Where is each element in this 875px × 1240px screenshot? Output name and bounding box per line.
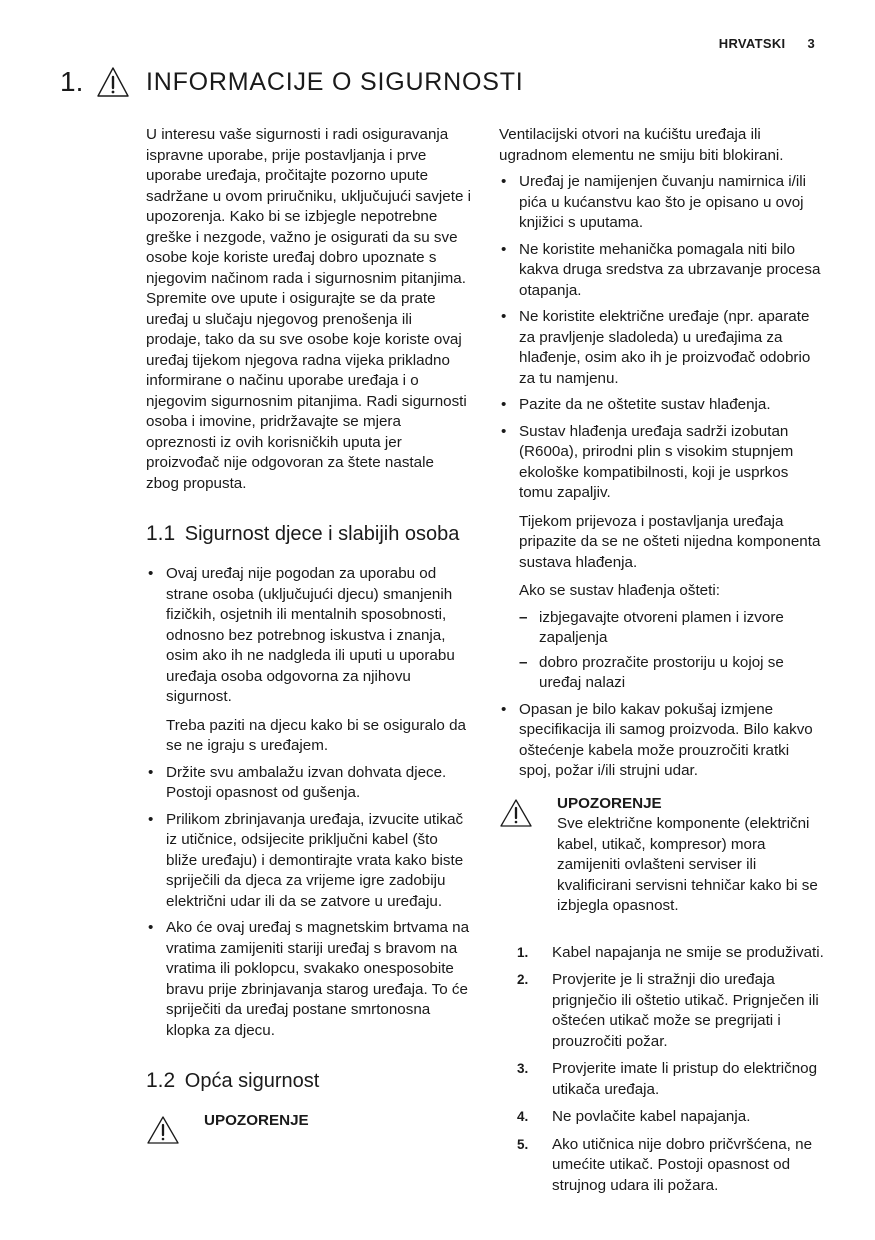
note-paragraph: Treba paziti na djecu kako bi se osiguralo da se ne igraju s uređajem.: [166, 716, 466, 754]
warning-triangle-icon: [499, 798, 533, 828]
list-item: • Uređaj je namijenjen čuvanju namirnica i/ili pića u kućanstvu kao što je opisano u ovoj knjižici s uputama.: [499, 172, 824, 234]
dash-list: [519, 608, 824, 694]
list-item: • Prilikom zbrinjavanja uređaja, izvucite utikač iz utičnice, odsijecite priključni kabel (što bliže uređaju) i demontirajte vrata kako biste spriječili da djeca za vrijeme igre zadobiju električni udar ili da se zatvore u uređaju.: [146, 810, 471, 913]
warning-label: UPOZORENJE: [557, 794, 662, 812]
lead-paragraph: Ventilacijski otvori na kućištu uređaja ili ugradnom elementu ne smiju biti blokirani.: [499, 126, 784, 164]
page-header: [719, 36, 815, 51]
page-number: 3: [807, 36, 815, 51]
list-item: • Opasan je bilo kakav pokušaj izmjene specifikacija ili samog proizvoda. Bilo kakvo oštećenje kabela može prouzročiti kratki spoj, požar i/ili strujni udar.: [499, 700, 824, 782]
left-column: [146, 125, 471, 1152]
list-item: 3. Provjerite imate li pristup do električnog utikača uređaja.: [517, 1060, 818, 1098]
list-item: 1. Kabel napajanja ne smije se produživati.: [517, 943, 824, 961]
warning-label: UPOZORENJE: [204, 1112, 309, 1129]
list-item: • Sustav hlađenja uređaja sadrži izobutan (R600a), prirodni plin s visokim stupnjem ekološke kompatibilnosti, koji je usprkos tomu zapaljiv. Tijekom prijevoza i postavljanja uređaja pripazite da se ne ošteti nijedna komponenta sustava hlađenja. Ako se sustav hlađenja ošteti: – izbjegavajte otvoreni plamen i izvore zapaljenja – dobro prozračite prostoriju u kojoj se uređaj nalazi: [499, 422, 824, 694]
intro-paragraph: U interesu vaše sigurnosti i radi osiguravanja ispravne uporabe, prije postavljanja i prve uporabe uređaja, pročitajte pozorno upute sadržane u ovom priručniku, uključujući savjete i upozorenja. Kako bi se izbjegle nepotrebne greške i nezgode, važno je osigurati da su sve osobe koje koriste uređaj dobro upoznate s njegovim načinom rada i sigurnosnim pitanjima. Spremite ove upute i osigurajte se da prate uređaj u slučaju njegovog prenošenja ili prodaje, tako da su sve osobe koje koriste ovaj uređaj tijekom njegova radna vijeka prikladno informirane o načinu uporabe uređaja i o njegovim sigurnosnim pitanjima. Radi sigurnosti osoba i imovine, pridržavajte se mjera opreznosti iz ovih korisničkih uputa jer proizvođač nije odgovoran za štete nastale zbog propusta.: [146, 126, 471, 492]
chapter-title: INFORMACIJE O SIGURNOSTI: [146, 67, 524, 96]
list-item: • Držite svu ambalažu izvan dohvata djece. Postoji opasnost od gušenja.: [146, 763, 471, 804]
right-column: [499, 125, 824, 1203]
list-item: • Pazite da ne oštetite sustav hlađenja.: [499, 395, 824, 416]
note-paragraph: Ako se sustav hlađenja ošteti:: [519, 582, 720, 599]
dash-item: – dobro prozračite prostoriju u kojoj se uređaj nalazi: [519, 653, 824, 694]
list-item: • Ne koristite električne uređaje (npr. aparate za pravljenje sladoleda) u uređajima za hlađenje, osim ako ih je proizvođač odobrio za tu namjenu.: [499, 307, 824, 389]
section-title: Sigurnost djece i slabijih osoba: [184, 523, 460, 545]
section-number: 1.1: [146, 522, 176, 545]
section-number: 1.2: [146, 1069, 176, 1092]
list-item: • Ne koristite mehanička pomagala niti bilo kakva druga sredstva za ubrzavanje procesa otapanja.: [499, 240, 824, 302]
list-item: • Ako će ovaj uređaj s magnetskim brtvama na vratima zamijeniti stariji uređaj s bravom na vratima ili poklopcu, svakako onesposobite bravu prije zbrinjavanja starog uređaja. To će spriječiti da uređaj postane smrtonosna klopka za djecu.: [146, 918, 471, 1041]
note-paragraph: Tijekom prijevoza i postavljanja uređaja pripazite da se ne ošteti nijedna komponenta sustava hlađenja.: [519, 512, 821, 571]
chapter-number: 1.: [60, 66, 84, 97]
section-title: Opća sigurnost: [184, 1070, 320, 1092]
list-item: 2. Provjerite je li stražnji dio uređaja prignječio ili oštetio utikač. Prignječen ili oštećen utikač može se pregrijati i prouzročiti požar.: [517, 971, 819, 1050]
warning-text: Sve električne komponente (električni kabel, utikač, kompresor) mora zamijeniti ovlašteni serviser ili kvalificirani servisni tehničar kako bi se izbjegla opasnost.: [557, 815, 818, 914]
list-item: 4. Ne povlačite kabel napajanja.: [517, 1108, 751, 1125]
numbered-list: [517, 943, 824, 1197]
child-safety-list: [146, 564, 471, 1041]
header-language: HRVATSKI: [718, 36, 786, 51]
warning-block: [146, 1111, 471, 1152]
list-item: 5. Ako utičnica nije dobro pričvršćena, ne umećite utikač. Postoji opasnost od strujnog udara ili požara.: [517, 1135, 813, 1194]
section-heading-1-2: [146, 1069, 471, 1093]
list-item: • Ovaj uređaj nije pogodan za uporabu od strane osoba (uključujući djecu) smanjenih fizičkih, osjetnih ili mentalnih sposobnosti, odnosno bez potrebnog iskustva i znanja, osim ako ih ne nadgleda ili uputi u uporabu uređaja osoba odgovorna za njihovu sigurnost. Treba paziti na djecu kako bi se osiguralo da se ne igraju s uređajem.: [146, 564, 471, 757]
chapter-heading: [60, 62, 835, 102]
warning-block: [499, 794, 824, 917]
section-heading-1-1: [146, 522, 471, 546]
general-safety-list: [499, 172, 824, 782]
warning-triangle-icon: [146, 1115, 180, 1145]
dash-item: – izbjegavajte otvoreni plamen i izvore zapaljenja: [519, 608, 824, 649]
warning-triangle-icon: [96, 66, 130, 98]
